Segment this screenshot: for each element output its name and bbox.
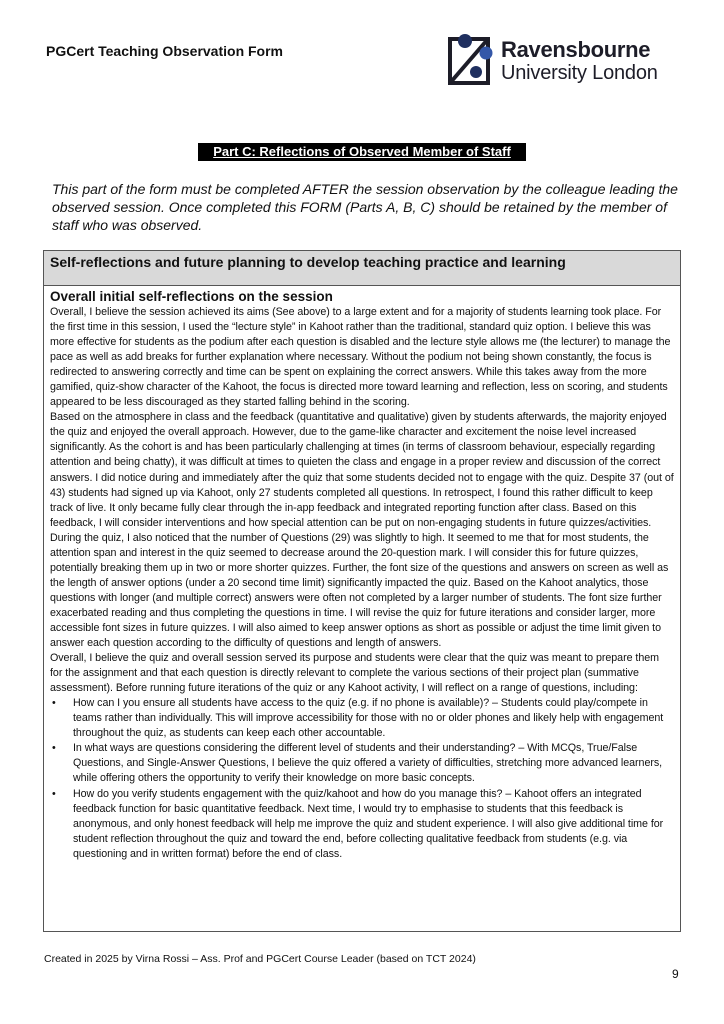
- list-item: [50, 741, 674, 786]
- logo-name-line1: Ravensbourne: [501, 37, 651, 62]
- list-item-text: How do you verify students engagement with the quiz/kahoot and how do you manage this? – Kahoot offers an integrated feedback function for basic quantitative feedback. Next time, I would try to emphasise to students that this feedback is anonymous, and only honest feedback will help me improve the quiz and student experience. I will also give additional time for student reflection throughout the quiz and toward the end, before collecting qualitative feedback from students (e.g. via questioning and in written format) before the end of class.: [73, 787, 664, 860]
- section-subheading: Overall initial self-reflections on the session: [50, 289, 333, 304]
- paragraph: Based on the atmosphere in class and the feedback (quantitative and qualitative) given by students afterwards, the majority enjoyed the quiz and enjoyed the overall approach. However, due to the game-like character and excitement the noise level increased significantly. As the cohort is and has been particularly challenging at times (in terms of classroom behaviour, especially regarding attention and being chatty), it was difficult at times to quieten the class and engage in a proper review and discussion of the correct answers. I did notice during and immediately after the quiz that some students decided not to engage with the quiz. Despite 37 (out of 43) students had signed up via Kahoot, only 27 students completed all questions. In retrospect, I found this rather difficult to keep track of live. It only became fully clear through the in-app feedback and integrated reporting function after class. Based on this feedback, I will consider interventions and how special attention can be put on non-engaging students in future quizzes/activities.: [50, 411, 674, 529]
- list-item-text: How can I you ensure all students have access to the quiz (e.g. if no phone is available)? – Students could play/compete in teams rather than individually. This will improve accessibility for those with no or older phones and likely help with engagement throughout the quiz, as students can keep each other accountable.: [73, 697, 664, 740]
- logo-name-line2: University London: [501, 62, 658, 84]
- reflection-box-body: [44, 286, 680, 862]
- reflection-box: [43, 250, 681, 932]
- part-heading: Part C: Reflections of Observed Member of Staff: [198, 143, 526, 161]
- form-title: PGCert Teaching Observation Form: [46, 43, 284, 59]
- bullet-icon: •: [52, 697, 56, 710]
- intro-text: This part of the form must be completed AFTER the session observation by the colleague leading the observed session. Once completed this FORM (Parts A, B, C) should be retained by the member of staff who was observed.: [52, 181, 678, 233]
- bullet-icon: •: [52, 787, 56, 800]
- list-item: [50, 787, 674, 862]
- paragraph: Overall, I believe the quiz and overall session served its purpose and students were clear that the quiz was meant to prepare them for the assignment and that each question is directly relevant to complete the various sections of their project plan (summative assessment). Before running future iterations of the quiz or any Kahoot activity, I will reflect on a range of questions, including:: [50, 652, 659, 695]
- paragraph: During the quiz, I also noticed that the number of Questions (29) was slightly to high. It seemed to me that for most students, the attention span and interest in the quiz seemed to decrease around the 20-question mark. I will consider this for future quizzes, potentially breaking them up in two or more shorter quizzes. Further, the font size of the questions and answers on screen as well as the length of answer options (under a 20 second time limit) significantly impacted the quiz. Based on the Kahoot analytics, those questions with longer (and multiple correct) answers were often not completed by a larger number of students. The font size further exacerbated reading and thus completing the questions in time. I will revise the quiz for future iterations and consider larger, more accessible font sizes in future quizzes. I will also aimed to keep answer options as short as possible or adjust the time limit given to answer each question according to the difficulty of questions and length of answers.: [50, 531, 669, 650]
- paragraph: Overall, I believe the session achieved its aims (See above) to a large extent and for a majority of students learning took place. For the first time in this session, I used the “lecture style” in Kahoot rather than the traditional, standard quiz option. I believe this was more effective for students as the podium after each question is disabled and the lecture style allows me (the lecturer) to manage the pace as well as add breaks for further explanation where necessary. Without the podium not being shown constantly, the focus is redirected to answering correctly and time can be spent on explaining the correct answers. While this takes away from the more gamified, quiz-show character of the Kahoot, the focus is directed more toward learning and reflection, less on scoring, and students appeared to be less discouraged as they started falling behind in the scoring.: [50, 306, 671, 409]
- reflection-box-header: Self-reflections and future planning to develop teaching practice and learning: [44, 251, 680, 286]
- bullet-icon: •: [52, 742, 56, 755]
- page-number: 9: [672, 967, 679, 981]
- university-logo: [448, 33, 678, 87]
- list-item-text: In what ways are questions considering the different level of students and their understanding? – With MCQs, True/False Questions, and Single-Answer Questions, I believe the quiz offered a variety of difficulties, stretching more advanced learners, while offering others the opportunity to verify their knowledge on more basic concepts.: [73, 742, 663, 785]
- list-item: [50, 696, 674, 741]
- footer-credit: Created in 2025 by Virna Rossi – Ass. Prof and PGCert Course Leader (based on TCT 2024): [44, 953, 476, 965]
- reflection-questions-list: [50, 696, 674, 862]
- ravensbourne-logo-icon: [448, 33, 494, 85]
